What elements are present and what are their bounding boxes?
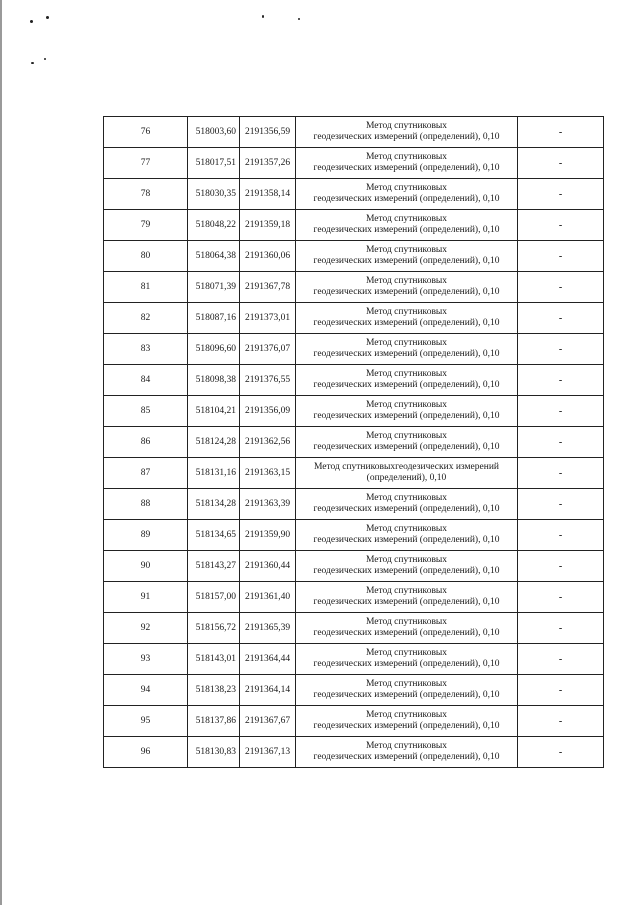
coordinate-x-cell: 518157,00 xyxy=(188,582,240,613)
point-number-cell: 90 xyxy=(104,551,188,582)
coordinate-x-cell: 518017,51 xyxy=(188,148,240,179)
coordinate-y-cell: 2191360,06 xyxy=(240,241,296,272)
coordinate-x-cell: 518138,23 xyxy=(188,675,240,706)
coordinate-y-cell: 2191367,13 xyxy=(240,737,296,768)
method-text-line-2: геодезических измерений (определений), 0,10 xyxy=(313,380,500,390)
description-cell: - xyxy=(518,396,604,427)
coordinate-x-cell: 518048,22 xyxy=(188,210,240,241)
coordinate-x-cell: 518130,83 xyxy=(188,737,240,768)
method-text-line-1: Метод спутниковыхгеодезических измерений xyxy=(313,462,499,472)
coordinate-y-cell: 2191363,39 xyxy=(240,489,296,520)
table-row xyxy=(104,582,604,613)
coordinate-y-cell: 2191361,40 xyxy=(240,582,296,613)
coordinate-y-cell: 2191363,15 xyxy=(240,458,296,489)
coordinates-table-body xyxy=(104,117,604,768)
description-cell: - xyxy=(518,458,604,489)
method-text-line-1: Метод спутниковых xyxy=(365,276,448,286)
point-number-cell: 79 xyxy=(104,210,188,241)
coordinate-y-cell: 2191367,67 xyxy=(240,706,296,737)
table-row xyxy=(104,148,604,179)
point-number-cell: 88 xyxy=(104,489,188,520)
table-row xyxy=(104,272,604,303)
method-text-line-1: Метод спутниковых xyxy=(365,679,448,689)
method-text-line-2: геодезических измерений (определений), 0,10 xyxy=(313,504,500,514)
method-text-line-1: Метод спутниковых xyxy=(365,214,448,224)
method-cell xyxy=(296,241,518,272)
method-text-line-1: Метод спутниковых xyxy=(365,431,448,441)
method-text-line-1: Метод спутниковых xyxy=(365,741,448,751)
method-text-line-2: геодезических измерений (определений), 0,10 xyxy=(313,318,500,328)
table-row xyxy=(104,737,604,768)
description-cell: - xyxy=(518,148,604,179)
coordinate-y-cell: 2191360,44 xyxy=(240,551,296,582)
table-row xyxy=(104,427,604,458)
method-text-line-2: геодезических измерений (определений), 0,10 xyxy=(313,442,500,452)
method-cell xyxy=(296,644,518,675)
method-text-line-2: геодезических измерений (определений), 0,10 xyxy=(313,225,500,235)
method-text-line-1: Метод спутниковых xyxy=(365,555,448,565)
method-text-line-1: Метод спутниковых xyxy=(365,586,448,596)
method-cell xyxy=(296,675,518,706)
table-row xyxy=(104,520,604,551)
point-number-cell: 86 xyxy=(104,427,188,458)
description-cell: - xyxy=(518,520,604,551)
method-cell xyxy=(296,334,518,365)
coordinate-x-cell: 518143,27 xyxy=(188,551,240,582)
table-row xyxy=(104,551,604,582)
description-cell: - xyxy=(518,675,604,706)
method-text-line-2: геодезических измерений (определений), 0,10 xyxy=(313,194,500,204)
coordinate-x-cell: 518143,01 xyxy=(188,644,240,675)
table-row xyxy=(104,706,604,737)
coordinate-x-cell: 518087,16 xyxy=(188,303,240,334)
point-number-cell: 93 xyxy=(104,644,188,675)
method-text-line-1: Метод спутниковых xyxy=(365,617,448,627)
method-text-line-2: геодезических измерений (определений), 0,10 xyxy=(313,349,500,359)
method-text-line-2: геодезических измерений (определений), 0,10 xyxy=(313,690,500,700)
scan-speck xyxy=(44,58,46,60)
description-cell: - xyxy=(518,551,604,582)
point-number-cell: 92 xyxy=(104,613,188,644)
table-row xyxy=(104,675,604,706)
method-text-line-1: Метод спутниковых xyxy=(365,710,448,720)
point-number-cell: 95 xyxy=(104,706,188,737)
coordinate-y-cell: 2191359,18 xyxy=(240,210,296,241)
method-text-line-2: геодезических измерений (определений), 0,10 xyxy=(313,535,500,545)
table-row xyxy=(104,396,604,427)
description-cell: - xyxy=(518,117,604,148)
method-text-line-2: геодезических измерений (определений), 0,10 xyxy=(313,752,500,762)
scan-speck xyxy=(46,16,49,19)
page-left-edge xyxy=(0,0,2,905)
method-cell xyxy=(296,148,518,179)
point-number-cell: 84 xyxy=(104,365,188,396)
coordinate-y-cell: 2191373,01 xyxy=(240,303,296,334)
method-text-line-2: геодезических измерений (определений), 0,10 xyxy=(313,163,500,173)
point-number-cell: 78 xyxy=(104,179,188,210)
coordinate-y-cell: 2191364,14 xyxy=(240,675,296,706)
method-cell xyxy=(296,489,518,520)
description-cell: - xyxy=(518,272,604,303)
description-cell: - xyxy=(518,427,604,458)
coordinate-x-cell: 518137,86 xyxy=(188,706,240,737)
method-text-line-2: геодезических измерений (определений), 0,10 xyxy=(313,597,500,607)
description-cell: - xyxy=(518,241,604,272)
coordinate-x-cell: 518104,21 xyxy=(188,396,240,427)
method-text-line-2: геодезических измерений (определений), 0,10 xyxy=(313,659,500,669)
method-text-line-2: геодезических измерений (определений), 0,10 xyxy=(313,628,500,638)
coordinate-x-cell: 518064,38 xyxy=(188,241,240,272)
scan-speck xyxy=(298,18,300,20)
coordinate-x-cell: 518030,35 xyxy=(188,179,240,210)
method-cell xyxy=(296,210,518,241)
scan-speck xyxy=(30,20,33,23)
point-number-cell: 80 xyxy=(104,241,188,272)
description-cell: - xyxy=(518,582,604,613)
method-text-line-1: Метод спутниковых xyxy=(365,338,448,348)
method-text-line-2: геодезических измерений (определений), 0,10 xyxy=(313,132,500,142)
coordinate-y-cell: 2191367,78 xyxy=(240,272,296,303)
point-number-cell: 76 xyxy=(104,117,188,148)
description-cell: - xyxy=(518,613,604,644)
method-text-line-2: геодезических измерений (определений), 0,10 xyxy=(313,721,500,731)
point-number-cell: 82 xyxy=(104,303,188,334)
description-cell: - xyxy=(518,210,604,241)
table-row xyxy=(104,365,604,396)
point-number-cell: 89 xyxy=(104,520,188,551)
point-number-cell: 96 xyxy=(104,737,188,768)
point-number-cell: 77 xyxy=(104,148,188,179)
description-cell: - xyxy=(518,303,604,334)
method-text-line-1: Метод спутниковых xyxy=(365,307,448,317)
method-text-line-1: Метод спутниковых xyxy=(365,369,448,379)
scan-speck xyxy=(31,62,34,64)
point-number-cell: 91 xyxy=(104,582,188,613)
description-cell: - xyxy=(518,644,604,675)
method-cell xyxy=(296,706,518,737)
coordinate-y-cell: 2191357,26 xyxy=(240,148,296,179)
method-text-line-2: геодезических измерений (определений), 0,10 xyxy=(313,287,500,297)
method-text-line-1: Метод спутниковых xyxy=(365,524,448,534)
table-row xyxy=(104,644,604,675)
coordinate-x-cell: 518134,28 xyxy=(188,489,240,520)
method-cell xyxy=(296,117,518,148)
coordinate-y-cell: 2191364,44 xyxy=(240,644,296,675)
method-text-line-1: Метод спутниковых xyxy=(365,648,448,658)
coordinate-y-cell: 2191362,56 xyxy=(240,427,296,458)
method-cell xyxy=(296,427,518,458)
table-row xyxy=(104,334,604,365)
method-cell xyxy=(296,396,518,427)
coordinate-y-cell: 2191358,14 xyxy=(240,179,296,210)
point-number-cell: 81 xyxy=(104,272,188,303)
coordinates-table xyxy=(103,116,604,768)
coordinate-x-cell: 518098,38 xyxy=(188,365,240,396)
coordinate-x-cell: 518124,28 xyxy=(188,427,240,458)
table-row xyxy=(104,303,604,334)
coordinate-x-cell: 518071,39 xyxy=(188,272,240,303)
coordinate-y-cell: 2191359,90 xyxy=(240,520,296,551)
description-cell: - xyxy=(518,737,604,768)
point-number-cell: 83 xyxy=(104,334,188,365)
method-text-line-1: Метод спутниковых xyxy=(365,493,448,503)
method-text-line-2: геодезических измерений (определений), 0,10 xyxy=(313,256,500,266)
description-cell: - xyxy=(518,489,604,520)
table-row xyxy=(104,210,604,241)
method-text-line-2: геодезических измерений (определений), 0,10 xyxy=(313,411,500,421)
coordinate-y-cell: 2191376,07 xyxy=(240,334,296,365)
coordinate-y-cell: 2191356,59 xyxy=(240,117,296,148)
point-number-cell: 94 xyxy=(104,675,188,706)
description-cell: - xyxy=(518,179,604,210)
method-cell xyxy=(296,179,518,210)
coordinate-x-cell: 518003,60 xyxy=(188,117,240,148)
coordinate-y-cell: 2191356,09 xyxy=(240,396,296,427)
method-text-line-1: Метод спутниковых xyxy=(365,152,448,162)
method-cell xyxy=(296,737,518,768)
method-cell xyxy=(296,520,518,551)
point-number-cell: 85 xyxy=(104,396,188,427)
table-row xyxy=(104,241,604,272)
point-number-cell: 87 xyxy=(104,458,188,489)
table-row xyxy=(104,179,604,210)
table-row xyxy=(104,458,604,489)
method-text-line-1: Метод спутниковых xyxy=(365,245,448,255)
table-row xyxy=(104,117,604,148)
scan-speck xyxy=(262,15,264,18)
description-cell: - xyxy=(518,365,604,396)
coordinate-x-cell: 518131,16 xyxy=(188,458,240,489)
method-cell xyxy=(296,551,518,582)
method-cell xyxy=(296,272,518,303)
coordinate-y-cell: 2191376,55 xyxy=(240,365,296,396)
method-cell xyxy=(296,613,518,644)
method-text-line-1: Метод спутниковых xyxy=(365,183,448,193)
coordinate-x-cell: 518096,60 xyxy=(188,334,240,365)
coordinate-x-cell: 518156,72 xyxy=(188,613,240,644)
method-cell xyxy=(296,303,518,334)
table-row xyxy=(104,489,604,520)
description-cell: - xyxy=(518,334,604,365)
method-text-line-1: Метод спутниковых xyxy=(365,121,448,131)
method-cell xyxy=(296,365,518,396)
coordinate-y-cell: 2191365,39 xyxy=(240,613,296,644)
coordinate-x-cell: 518134,65 xyxy=(188,520,240,551)
method-cell xyxy=(296,458,518,489)
description-cell: - xyxy=(518,706,604,737)
method-cell xyxy=(296,582,518,613)
table-row xyxy=(104,613,604,644)
method-text-line-1: Метод спутниковых xyxy=(365,400,448,410)
method-text-line-2: геодезических измерений (определений), 0,10 xyxy=(313,566,500,576)
method-text-line-2: (определений), 0,10 xyxy=(366,473,447,483)
